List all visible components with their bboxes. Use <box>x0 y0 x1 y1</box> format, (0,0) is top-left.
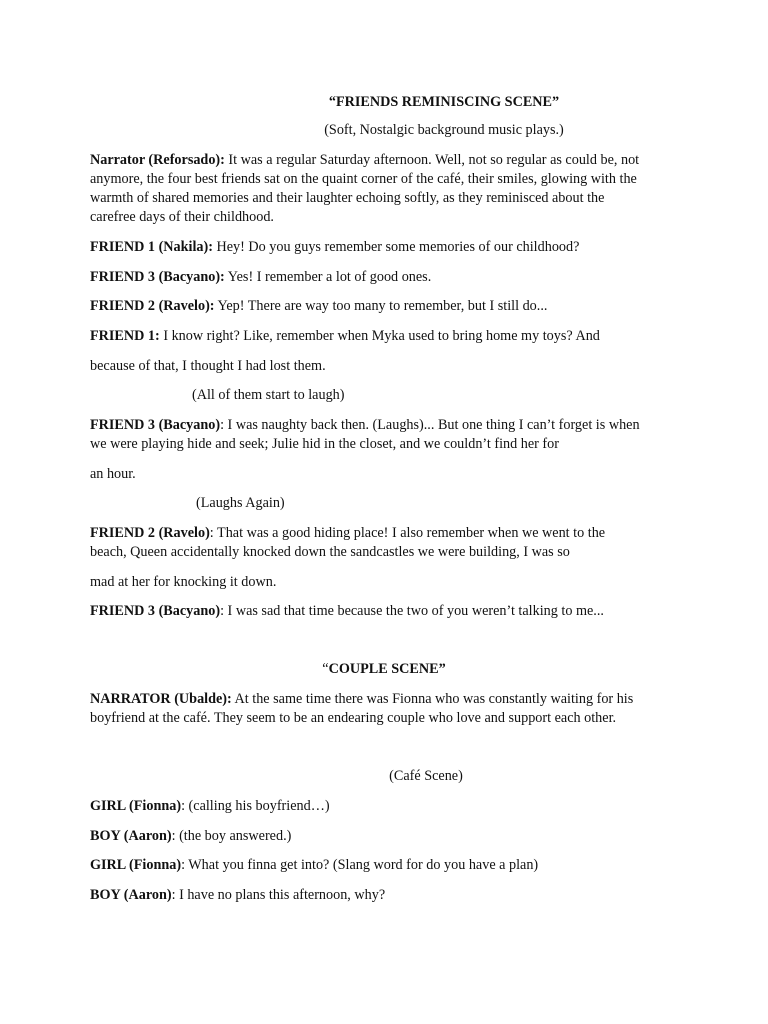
dialogue-friend1-nakila: FRIEND 1 (Nakila): Hey! Do you guys remember some memories of our childhood? <box>90 239 580 255</box>
dialogue-girl-fionna-2: GIRL (Fionna): What you finna get into? (Slang word for do you have a plan) <box>90 857 539 873</box>
dialogue-friend3-bacyano-2-l2: we were playing hide and seek; Julie hid in the closet, and we couldn’t find her for <box>90 436 559 452</box>
dialogue-boy-aaron-1: BOY (Aaron): (the boy answered.) <box>90 828 292 844</box>
dialogue-friend3-bacyano-2: FRIEND 3 (Bacyano): I was naughty back then. (Laughs)... But one thing I can’t forget is when <box>90 417 640 433</box>
dialogue-friend1-cont: because of that, I thought I had lost them. <box>90 358 326 374</box>
stage-direction-laughs-again: (Laughs Again) <box>196 495 285 511</box>
dialogue-friend3-bacyano: FRIEND 3 (Bacyano): Yes! I remember a lot of good ones. <box>90 269 432 285</box>
narrator-ubalde-line-2: boyfriend at the café. They seem to be an endearing couple who love and support each other. <box>90 710 617 726</box>
narrator-line-4: carefree days of their childhood. <box>90 209 274 225</box>
narrator-ubalde-line-1: NARRATOR (Ubalde): At the same time there was Fionna who was constantly waiting for his <box>90 691 634 707</box>
dialogue-girl-fionna-1: GIRL (Fionna): (calling his boyfriend…) <box>90 798 330 814</box>
dialogue-boy-aaron-2: BOY (Aaron): I have no plans this afternoon, why? <box>90 887 386 903</box>
narrator-line-1: Narrator (Reforsado): It was a regular Saturday afternoon. Well, not so regular as could be, not <box>90 152 640 168</box>
stage-direction-cafe-scene: (Café Scene) <box>389 768 463 784</box>
stage-direction-laugh: (All of them start to laugh) <box>192 387 345 403</box>
scene-title-friends: “FRIENDS REMINISCING SCENE” <box>328 94 560 110</box>
scene-title-couple: “COUPLE SCENE” <box>322 661 446 677</box>
dialogue-friend3-bacyano-2-l3: an hour. <box>90 466 136 482</box>
dialogue-friend1: FRIEND 1: I know right? Like, remember when Myka used to bring home my toys? And <box>90 328 600 344</box>
narrator-line-2: anymore, the four best friends sat on the quaint corner of the café, their smiles, glowing with the <box>90 171 637 187</box>
narrator-line-3: warmth of shared memories and their laughter echoing softly, as they reminisced about the <box>90 190 605 206</box>
dialogue-friend3-bacyano-3: FRIEND 3 (Bacyano): I was sad that time because the two of you weren’t talking to me... <box>90 603 604 619</box>
dialogue-friend2-ravelo-2-l3: mad at her for knocking it down. <box>90 574 277 590</box>
dialogue-friend2-ravelo-2-l2: beach, Queen accidentally knocked down the sandcastles we were building, I was so <box>90 544 570 560</box>
stage-direction-music: (Soft, Nostalgic background music plays.) <box>324 122 564 138</box>
dialogue-friend2-ravelo: FRIEND 2 (Ravelo): Yep! There are way too many to remember, but I still do... <box>90 298 548 314</box>
dialogue-friend2-ravelo-2: FRIEND 2 (Ravelo): That was a good hiding place! I also remember when we went to the <box>90 525 606 541</box>
